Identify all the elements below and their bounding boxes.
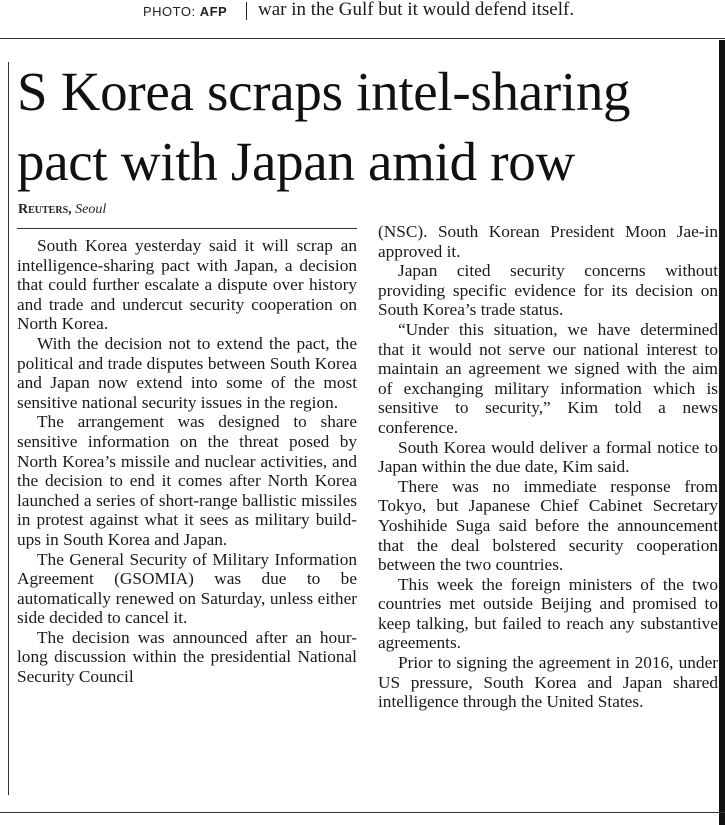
byline-city: Seoul (75, 202, 107, 217)
paragraph-continuation: (NSC). South Korean President Moon Jae-in approved it. (378, 222, 718, 261)
paragraph: “Under this situation, we have determined that it would not serve our national interest to maintain an agreement we signed with the aim of exchanging military information which is sensitive to security,” Kim told a news conference. (378, 319, 718, 437)
paragraph: The General Security of Military Information Agreement (GSOMIA) was due to be automatically renewed on Saturday, unless either side decided to cancel it. (17, 549, 357, 628)
article-headline: S Korea scraps intel-sharing pact with Japan amid row (17, 61, 631, 192)
section-bottom-rule (0, 812, 725, 813)
paragraph: The decision was announced after an hour-long discussion within the presidential National Security Council (17, 627, 357, 687)
paragraph: Japan cited security concerns without providing specific evidence for its decision on South Korea’s trade status. (378, 261, 718, 320)
article-column-right (378, 222, 718, 712)
paragraph: This week the foreign ministers of the two countries met outside Beijing and promised to keep talking, but failed to reach any substantive agreements. (378, 574, 718, 653)
paragraph: With the decision not to extend the pact, the political and trade disputes between South Korea and Japan now extend into some of the most sensitive national security issues in the region. (17, 333, 357, 412)
photo-credit (143, 4, 227, 19)
previous-article-caption (0, 0, 725, 22)
article-left-rule (8, 62, 9, 795)
paragraph: There was no immediate response from Tokyo, but Japanese Chief Cabinet Secretary Yoshihide Suga said before the announcement that the deal bolstered security cooperation between the two countries. (378, 476, 718, 575)
byline-rule (17, 228, 357, 229)
section-top-rule (0, 38, 725, 39)
byline (18, 202, 106, 218)
photo-credit-label: PHOTO: (143, 4, 200, 19)
article-column-left (17, 236, 357, 687)
paragraph: The arrangement was designed to share sensitive information on the threat posed by North Korea’s missile and nuclear activities, and the decision to end it comes after North Korea launched a series of short-range ballistic missiles in protest against what it sees as military build-ups in South Korea and Japan. (17, 412, 357, 549)
previous-caption-text: war in the Gulf but it would defend itself. (258, 0, 575, 20)
paragraph: South Korea would deliver a formal notice to Japan within the due date, Kim said. (378, 437, 718, 477)
paragraph: Prior to signing the agreement in 2016, under US pressure, South Korea and Japan shared intelligence through the United States. (378, 653, 718, 712)
caption-divider (246, 2, 247, 20)
byline-agency: Reuters, (18, 202, 72, 217)
paragraph: South Korea yesterday said it will scrap an intelligence-sharing pact with Japan, a decision that could further escalate a dispute over history and trade and undercut security cooperation on North Korea. (17, 236, 357, 334)
photo-credit-agency: AFP (199, 4, 228, 19)
